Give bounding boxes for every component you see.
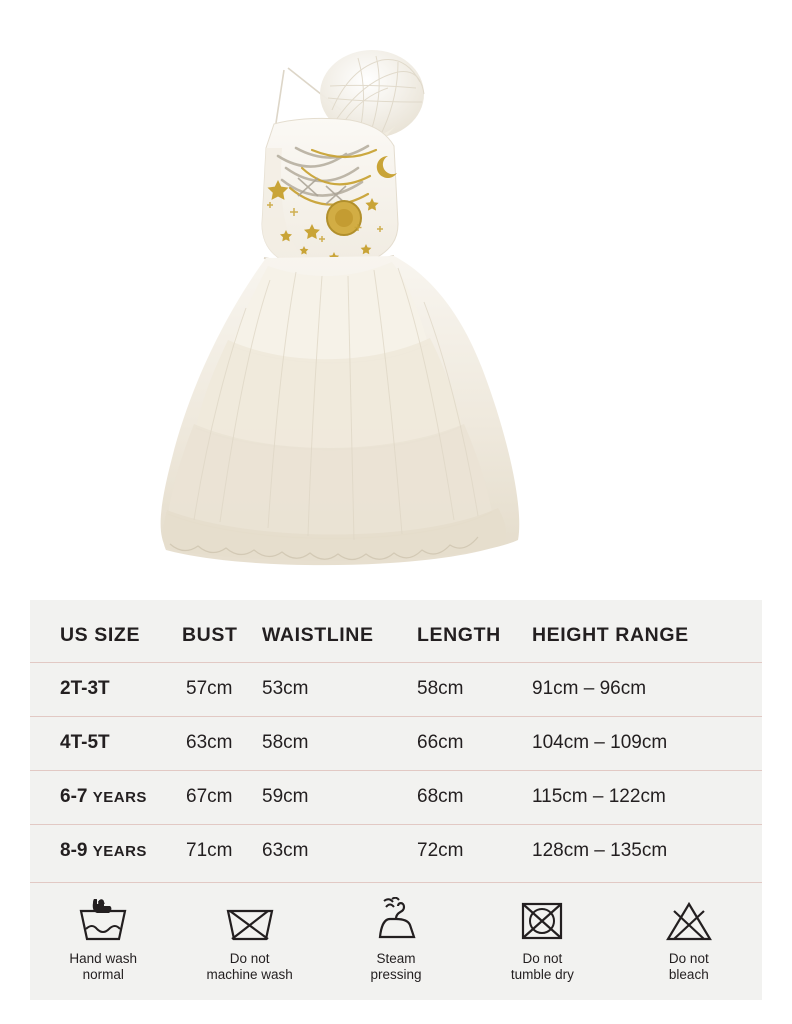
cell-waistline: 58cm xyxy=(262,732,309,753)
do-not-bleach-icon xyxy=(664,897,714,945)
cell-length: 58cm xyxy=(417,678,464,699)
size-chart-table xyxy=(30,600,762,878)
size-label-main: 6-7 xyxy=(60,786,88,807)
table-row xyxy=(30,662,762,716)
care-label xyxy=(371,951,422,983)
cell-length: 66cm xyxy=(417,732,464,753)
care-item-hand-wash xyxy=(30,897,176,983)
cell-bust: 67cm xyxy=(186,786,233,807)
care-label-line1: Do not xyxy=(522,951,563,966)
care-label xyxy=(206,951,292,983)
cell-bust: 57cm xyxy=(186,678,233,699)
cell-height-range: 91cm – 96cm xyxy=(532,678,647,699)
cell-length: 72cm xyxy=(417,840,464,862)
size-label-sub: YEARS xyxy=(92,843,147,861)
table-row xyxy=(30,716,762,770)
cell-height-range: 128cm – 135cm xyxy=(532,840,668,862)
care-label xyxy=(511,951,574,983)
size-label-main: 8-9 xyxy=(60,840,88,862)
column-header-length: LENGTH xyxy=(417,624,501,647)
care-label-line2: tumble dry xyxy=(510,967,574,982)
size-chart-body xyxy=(30,662,762,878)
care-label xyxy=(669,951,709,983)
care-label-line2: machine wash xyxy=(206,967,293,982)
size-chart-panel xyxy=(30,600,762,1000)
cell-bust: 71cm xyxy=(186,840,233,862)
size-label-main: 4T-5T xyxy=(60,732,110,753)
cell-us-size xyxy=(30,824,178,878)
column-header-us-size: US SIZE xyxy=(60,624,141,647)
cell-waistline: 53cm xyxy=(262,678,309,699)
column-header-waistline: WAISTLINE xyxy=(262,624,374,647)
care-label-line1: Do not xyxy=(229,951,270,966)
size-label-main: 2T-3T xyxy=(60,678,110,699)
table-row xyxy=(30,824,762,878)
care-item-steam-pressing xyxy=(323,897,469,983)
cell-waistline: 59cm xyxy=(262,786,309,807)
care-label-line1: Steam xyxy=(376,951,416,966)
cell-waistline: 63cm xyxy=(262,840,309,862)
steam-pressing-icon xyxy=(370,897,422,945)
cell-us-size xyxy=(30,716,178,770)
hand-wash-icon xyxy=(77,897,129,945)
care-label xyxy=(69,951,137,983)
bottom-white-margin xyxy=(0,1000,792,1024)
table-row xyxy=(30,770,762,824)
cell-us-size xyxy=(30,770,178,824)
care-label-line1: Hand wash xyxy=(69,951,137,966)
cell-us-size xyxy=(30,662,178,716)
care-instructions-row xyxy=(30,882,762,1000)
column-header-bust: BUST xyxy=(182,624,238,647)
care-item-do-not-bleach xyxy=(616,897,762,983)
size-label-sub: YEARS xyxy=(92,789,147,806)
column-header-height-range: HEIGHT RANGE xyxy=(532,624,689,647)
cell-height-range: 104cm – 109cm xyxy=(532,732,668,753)
cell-bust: 63cm xyxy=(186,732,233,753)
cell-height-range: 115cm – 122cm xyxy=(532,786,666,807)
care-item-do-not-tumble-dry xyxy=(469,897,615,983)
table-header-row xyxy=(30,600,762,662)
do-not-machine-wash-icon xyxy=(224,897,276,945)
product-dress-illustration xyxy=(136,28,656,588)
tiered-tulle-skirt xyxy=(161,256,520,565)
care-label-line2: normal xyxy=(82,967,124,982)
cell-length: 68cm xyxy=(417,786,464,807)
care-label-line1: Do not xyxy=(668,951,709,966)
size-chart-header xyxy=(30,600,762,662)
do-not-tumble-dry-icon xyxy=(518,897,566,945)
care-label-line2: pressing xyxy=(370,967,422,982)
care-label-line2: bleach xyxy=(668,967,709,982)
care-item-do-not-machine-wash xyxy=(176,897,322,983)
